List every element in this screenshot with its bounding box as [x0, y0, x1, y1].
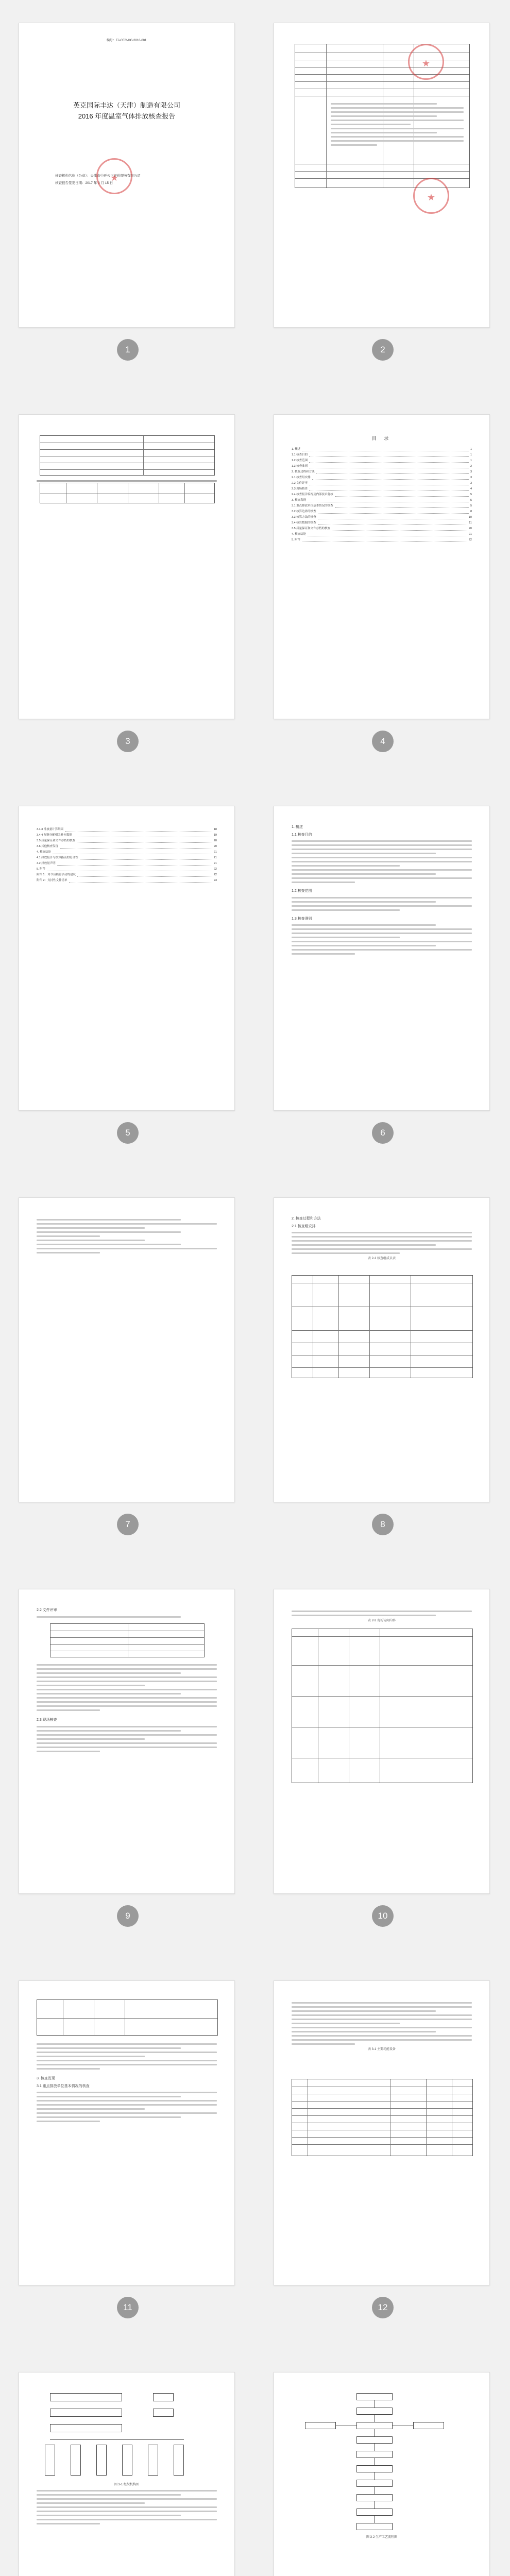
page-thumbnail[interactable] [19, 414, 235, 719]
org-box [71, 2445, 81, 2476]
page-cell-7 [0, 1175, 255, 1566]
toc-item[interactable]: 3.1 重点排放单位基本情况的核查 5 [292, 504, 472, 508]
page-number-badge[interactable]: 2 [372, 339, 394, 361]
org-box [153, 2393, 174, 2401]
page-cell-5 [0, 783, 255, 1175]
section-heading: 2.1 核查组安排 [292, 1224, 316, 1228]
toc-item[interactable]: 2.2 文件评审 3 [292, 482, 472, 485]
process-step [305, 2422, 336, 2429]
toc-item[interactable]: 2.1 核查组安排 3 [292, 476, 472, 480]
org-box [122, 2445, 132, 2476]
toc-item[interactable]: 附件 2：支持性文件清单 23 [37, 879, 217, 883]
toc-item[interactable]: 附件 1：对今后核算活动的建议 22 [37, 873, 217, 877]
section-heading: 3.1 重点排放单位基本情况的核查 [37, 2084, 90, 2088]
page-thumbnail[interactable] [19, 23, 235, 328]
toc-list-continued [37, 827, 217, 884]
process-step [413, 2422, 444, 2429]
table-title: 表 3-1 主要耗能设备 [367, 2048, 396, 2051]
section-heading: 2.3 现场核查 [37, 1718, 57, 1722]
page-cell-8 [255, 1175, 510, 1566]
org-box [174, 2445, 184, 2476]
red-seal-stamp [408, 44, 444, 80]
page-number-badge[interactable]: 10 [372, 1905, 394, 1927]
org-box [50, 2393, 122, 2401]
page-cell-6 [255, 783, 510, 1175]
process-step [356, 2422, 393, 2429]
table-title: 表 2-1 核查组成员表 [367, 1257, 396, 1260]
page-thumbnail[interactable] [274, 23, 490, 328]
process-step [356, 2480, 393, 2487]
red-seal-stamp [96, 158, 132, 194]
verification-team-table [292, 1275, 473, 1378]
section-heading: 1. 概述 [292, 825, 303, 829]
toc-item[interactable]: 1. 概述 1 [292, 448, 472, 451]
page-number-badge[interactable]: 9 [117, 1905, 139, 1927]
page-cell-4 [255, 392, 510, 783]
toc-item[interactable]: 1.1 核查目的 1 [292, 453, 472, 457]
page-cell-2 [255, 0, 510, 392]
page-thumbnail[interactable] [19, 1980, 235, 2285]
process-step [356, 2465, 393, 2472]
site-visit-table-continued [37, 1999, 218, 2036]
org-box [50, 2424, 122, 2432]
figure-caption: 图 3-2 生产工艺流程图 [366, 2536, 397, 2539]
emission-summary-table [40, 435, 215, 476]
section-heading: 1.1 核查目的 [292, 833, 312, 837]
page-thumbnail[interactable] [19, 2372, 235, 2576]
page-thumbnail[interactable] [19, 806, 235, 1111]
page-cell-1 [0, 0, 255, 392]
site-visit-table [292, 1629, 473, 1783]
page-thumbnail[interactable] [274, 1197, 490, 1502]
page-cell-14 [255, 2349, 510, 2576]
page-number-badge[interactable]: 12 [372, 2297, 394, 2318]
section-heading: 1.3 核查准则 [292, 917, 312, 921]
toc-item[interactable]: 2. 核查过程和方法 3 [292, 470, 472, 474]
page-number-badge[interactable]: 3 [117, 731, 139, 752]
process-step [356, 2494, 393, 2501]
org-box [96, 2445, 107, 2476]
page-thumbnail[interactable] [274, 1980, 490, 2285]
signature-table [40, 483, 215, 503]
page-cell-13 [0, 2349, 255, 2576]
process-step [356, 2523, 393, 2530]
page-cell-9 [0, 1566, 255, 1958]
page-thumbnail[interactable] [274, 2372, 490, 2576]
page-thumbnail[interactable] [19, 1197, 235, 1502]
table-title: 表 2-2 现场访问内容 [367, 1619, 396, 1622]
page-number-badge[interactable]: 7 [117, 1514, 139, 1535]
toc-item[interactable]: 4. 核查结论 21 [292, 533, 472, 536]
page-thumbnail[interactable] [19, 1589, 235, 1894]
section-heading: 3. 核查发现 [37, 2077, 55, 2080]
page-number-badge[interactable]: 5 [117, 1122, 139, 1144]
page-thumbnail[interactable] [274, 806, 490, 1111]
process-step [356, 2436, 393, 2444]
toc-title: 目 录 [371, 436, 392, 441]
page-thumbnail[interactable] [274, 414, 490, 719]
report-code: 编号：TJ-CEC-HC-2016-001 [107, 39, 147, 42]
page-number-badge[interactable]: 4 [372, 731, 394, 752]
page-number-badge[interactable]: 6 [372, 1122, 394, 1144]
toc-item[interactable]: 3.5 质量保证和文件存档的核查 20 [292, 527, 472, 531]
report-title: 英克国际丰达（天津）制造有限公司 2016 年度温室气体排放核查报告 [73, 101, 180, 120]
energy-equipment-table [292, 2079, 473, 2156]
page-number-badge[interactable]: 8 [372, 1514, 394, 1535]
section-heading: 2. 核查过程和方法 [292, 1217, 321, 1221]
toc-item[interactable]: 3.2 核算边界的核查 8 [292, 510, 472, 514]
process-step [356, 2408, 393, 2415]
toc-item[interactable]: 1.3 核查准则 2 [292, 465, 472, 468]
toc-item[interactable]: 3.4.3 排放量计算结果 18 [37, 828, 217, 832]
toc-item[interactable]: 4.2 排放量声明 21 [37, 862, 217, 866]
process-step [356, 2509, 393, 2516]
schedule-table [50, 1623, 205, 1657]
toc-item[interactable]: 5. 附件 22 [37, 868, 217, 871]
toc-item[interactable]: 5. 附件 22 [292, 538, 472, 542]
page-thumbnail[interactable] [274, 1589, 490, 1894]
toc-item[interactable]: 3.4.4 配额分配相关补充数据 19 [37, 834, 217, 837]
process-step [356, 2393, 393, 2400]
org-box [50, 2409, 122, 2417]
org-box [153, 2409, 174, 2417]
toc-item[interactable]: 2.3 现场核查 4 [292, 487, 472, 491]
toc-item[interactable]: 2.4 核查报告编写及内部技术复核 5 [292, 493, 472, 497]
report-meta: 核查机构名称（公章）：天津市中环公正评价服务有限公司 核查报告签发日期：2017 年 3 月 15 日 [55, 174, 141, 185]
toc-list [292, 447, 472, 543]
toc-item[interactable]: 3.6 其他核查发现 20 [37, 845, 217, 849]
process-step [356, 2451, 393, 2458]
toc-item[interactable]: 4.1 排放报告与核算指南的符合性 21 [37, 856, 217, 860]
toc-item[interactable]: 4. 核查结论 21 [37, 851, 217, 854]
toc-item[interactable]: 1.2 核查范围 1 [292, 459, 472, 463]
red-seal-stamp [413, 178, 449, 214]
page-cell-3 [0, 392, 255, 783]
page-cell-10 [255, 1566, 510, 1958]
org-box [45, 2445, 55, 2476]
page-cell-11 [0, 1958, 255, 2349]
toc-item[interactable]: 3. 核查发现 5 [292, 499, 472, 502]
page-cell-12 [255, 1958, 510, 2349]
toc-item[interactable]: 3.4 核算数据的核查 11 [292, 521, 472, 525]
page-number-badge[interactable]: 11 [117, 2297, 139, 2318]
toc-item[interactable]: 3.5 质量保证和文件存档的核查 20 [37, 839, 217, 843]
figure-caption: 图 3-1 组织机构图 [114, 2483, 139, 2486]
section-heading: 1.2 核查范围 [292, 889, 312, 893]
page-number-badge[interactable]: 1 [117, 339, 139, 361]
org-box [148, 2445, 158, 2476]
toc-item[interactable]: 3.3 核算方法的核查 10 [292, 516, 472, 519]
section-heading: 2.2 文件评审 [37, 1608, 57, 1612]
